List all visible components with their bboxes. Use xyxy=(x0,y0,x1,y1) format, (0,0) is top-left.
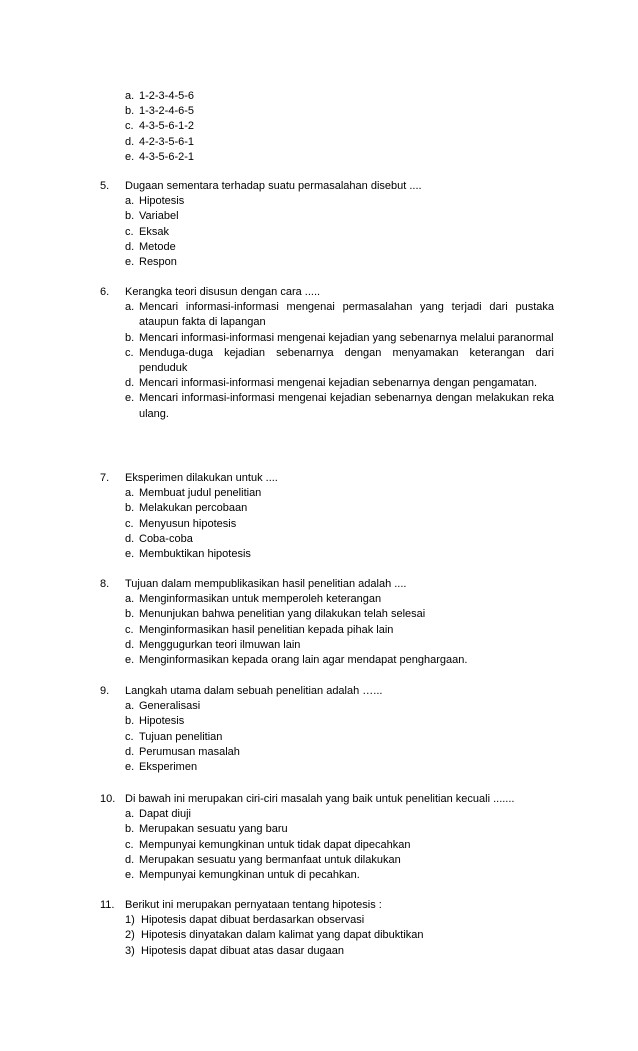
statements-list xyxy=(125,913,554,959)
question-text: Kerangka teori disusun dengan cara ..... xyxy=(125,286,321,298)
question-number: 7. xyxy=(100,472,110,484)
option-item: d. Merupakan sesuatu yang bermanfaat untuk dilakukan xyxy=(125,853,401,866)
question-9-block xyxy=(100,684,554,775)
question-10-block xyxy=(100,792,554,883)
option-item: a. 1-2-3-4-5-6 xyxy=(125,90,195,102)
question-number: 9. xyxy=(100,685,110,697)
question-number: 5. xyxy=(100,180,110,192)
question-text: Langkah utama dalam sebuah penelitian adalah …... xyxy=(125,685,383,697)
question-4-block xyxy=(100,89,554,165)
option-item: e. Eksperimen xyxy=(125,761,198,774)
question-text: Eksperimen dilakukan untuk .... xyxy=(125,472,278,484)
question-number: 11. xyxy=(100,899,115,911)
option-item: c. Menyusun hipotesis xyxy=(125,517,237,530)
statement-item: 2) Hipotesis dinyatakan dalam kalimat yang dapat dibuktikan xyxy=(125,929,424,942)
option-item: e. Mempunyai kemungkinan untuk di pecahkan. xyxy=(125,869,360,882)
statement-item: 3) Hipotesis dapat dibuat atas dasar dugaan xyxy=(125,944,345,957)
question-6-block xyxy=(100,285,554,422)
question-number: 10. xyxy=(100,793,116,805)
options-list xyxy=(125,592,554,668)
option-item: e. Membuktikan hipotesis xyxy=(125,548,251,561)
option-item: e. 4-3-5-6-2-1 xyxy=(125,150,195,163)
question-8-block xyxy=(100,577,554,668)
option-item: a. Membuat judul penelitian xyxy=(125,487,262,500)
option-item: a. Dapat diuji xyxy=(125,808,191,821)
statement-item: 1) Hipotesis dapat dibuat berdasarkan observasi xyxy=(125,914,365,927)
option-item: d. Menggugurkan teori ilmuwan lain xyxy=(125,638,301,651)
options-list xyxy=(125,300,554,422)
question-11-block xyxy=(100,898,554,959)
question-stem xyxy=(100,285,554,300)
option-item: d. Mencari informasi-informasi mengenai kejadian sebenarnya dengan pengamatan. xyxy=(125,377,538,390)
option-item: c. Tujuan penelitian xyxy=(125,730,223,743)
option-item: c. 4-3-5-6-1-2 xyxy=(125,120,195,133)
option-item: b. Merupakan sesuatu yang baru xyxy=(125,823,288,836)
question-text: Berikut ini merupakan pernyataan tentang hipotesis : xyxy=(125,899,382,911)
options-list xyxy=(125,486,554,562)
option-item: b. Variabel xyxy=(125,210,179,223)
question-7-block xyxy=(100,471,554,562)
question-stem xyxy=(100,898,554,913)
option-item: e. Mencari informasi-informasi mengenai kejadian sebenarnya dengan melakukan reka ulang. xyxy=(125,392,554,420)
option-item: c. Eksak xyxy=(125,225,169,238)
options-list xyxy=(125,194,554,270)
options-list xyxy=(125,807,554,883)
question-text: Tujuan dalam mempublikasikan hasil penelitian adalah .... xyxy=(125,578,407,590)
option-item: c. Menginformasikan hasil penelitian kepada pihak lain xyxy=(125,623,394,636)
option-item: b. Hipotesis xyxy=(125,715,185,728)
option-item: c. Menduga-duga kejadian sebenarnya dengan menyamakan keterangan dari penduduk xyxy=(125,346,554,375)
question-stem xyxy=(100,179,554,194)
option-item: d. Coba-coba xyxy=(125,532,193,545)
option-item: d. 4-2-3-5-6-1 xyxy=(125,135,195,148)
question-stem xyxy=(100,471,554,486)
question-number: 8. xyxy=(100,578,110,590)
option-item: c. Mempunyai kemungkinan untuk tidak dapat dipecahkan xyxy=(125,838,411,851)
option-item: e. Respon xyxy=(125,256,177,269)
options-list xyxy=(125,699,554,775)
option-item: a. Mencari informasi-informasi mengenai permasalahan yang terjadi dari pustaka ataupun fakta di lapangan xyxy=(125,301,554,329)
options-list xyxy=(125,89,554,165)
option-item: e. Menginformasikan kepada orang lain agar mendapat penghargaan. xyxy=(125,654,468,667)
option-item: a. Generalisasi xyxy=(125,700,201,713)
option-item: a. Hipotesis xyxy=(125,195,185,208)
option-item: b. Mencari informasi-informasi mengenai kejadian yang sebenarnya melalui paranormal xyxy=(125,331,554,344)
question-stem xyxy=(100,577,554,592)
option-item: d. Perumusan masalah xyxy=(125,745,240,758)
option-item: a. Menginformasikan untuk memperoleh keterangan xyxy=(125,593,382,606)
option-item: b. 1-3-2-4-6-5 xyxy=(125,105,195,118)
question-stem xyxy=(100,684,554,699)
option-item: d. Metode xyxy=(125,240,176,253)
question-text: Dugaan sementara terhadap suatu permasalahan disebut .... xyxy=(125,180,422,192)
option-item: b. Menunjukan bahwa penelitian yang dilakukan telah selesai xyxy=(125,608,426,621)
question-number: 6. xyxy=(100,286,110,298)
question-text: Di bawah ini merupakan ciri-ciri masalah yang baik untuk penelitian kecuali ....... xyxy=(125,793,515,805)
question-stem xyxy=(100,792,554,807)
question-5-block xyxy=(100,179,554,270)
option-item: b. Melakukan percobaan xyxy=(125,502,248,515)
